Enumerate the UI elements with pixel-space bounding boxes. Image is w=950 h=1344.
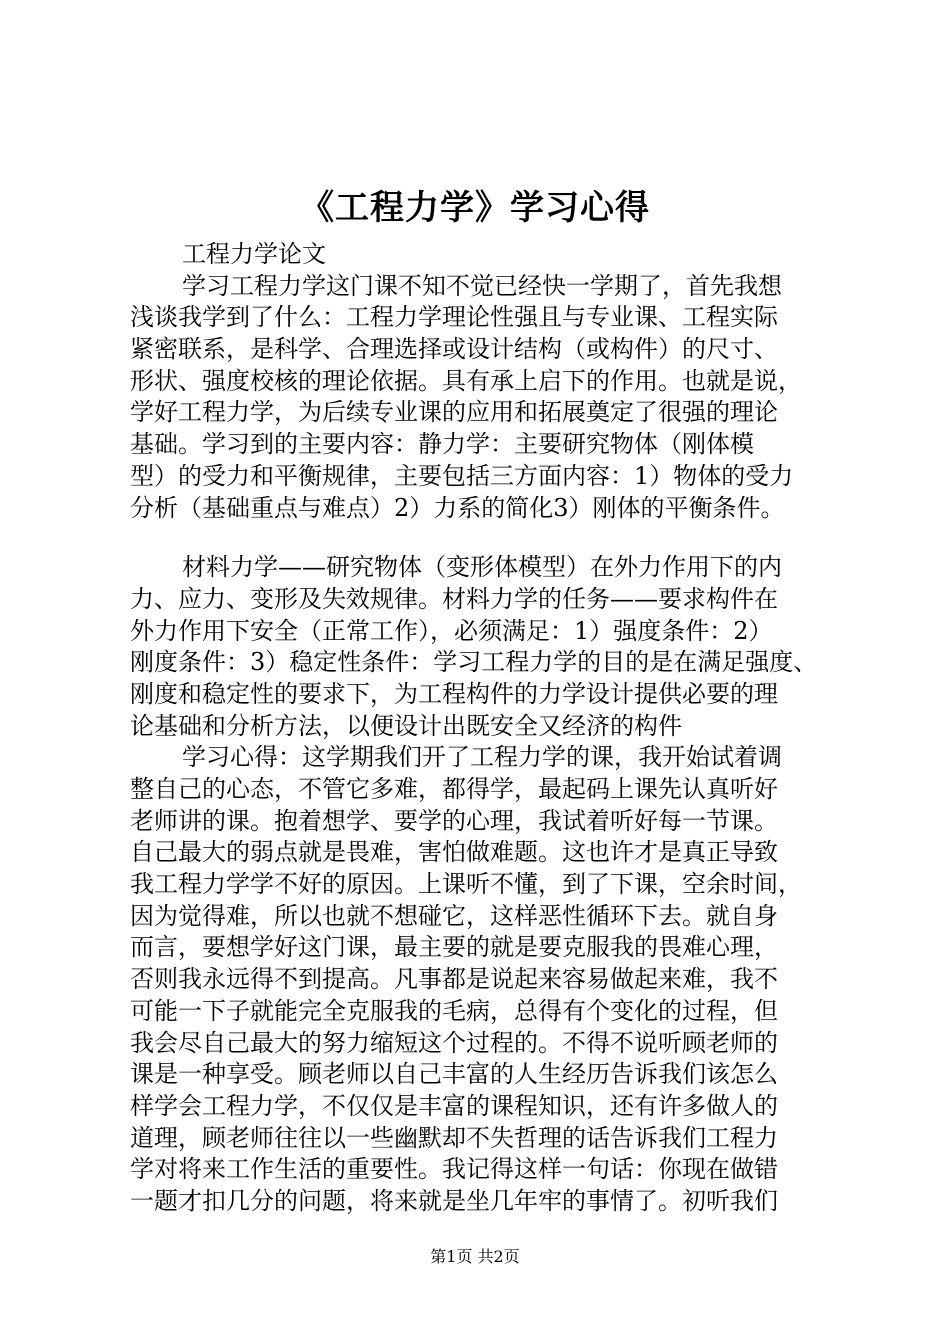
paragraph-3-line: 课是一种享受。顾老师以自己丰富的人生经历告诉我们该怎么 <box>130 1060 778 1089</box>
paragraph-2-line: 外力作用下安全（正常工作），必须满足：1）强度条件：2） <box>130 616 773 645</box>
paragraph-3-line: 自己最大的弱点就是畏难，害怕做难题。这也许才是真正导致 <box>130 838 778 867</box>
paragraph-3-line: 样学会工程力学，不仅仅是丰富的课程知识，还有许多做人的 <box>130 1091 778 1120</box>
paragraph-1-line: 型）的受力和平衡规律，主要包括三方面内容：1）物体的受力 <box>130 461 794 490</box>
paragraph-1-line: 学习工程力学这门课不知不觉已经快一学期了，首先我想 <box>182 271 782 300</box>
paragraph-1-line: 浅谈我学到了什么：工程力学理论性强且与专业课、工程实际 <box>130 303 778 332</box>
paragraph-3-line: 我工程力学学不好的原因。上课听不懂，到了下课，空余时间， <box>130 870 802 899</box>
paragraph-3-line: 道理，顾老师往往以一些幽默却不失哲理的话告诉我们工程力 <box>130 1123 778 1152</box>
page-footer: 第1页 共2页 <box>430 1247 520 1266</box>
document-subtitle: 工程力学论文 <box>182 240 326 268</box>
paragraph-1-line: 形状、强度校核的理论依据。具有承上启下的作用。也就是说， <box>130 366 802 395</box>
paragraph-1-line: 基础。学习到的主要内容：静力学：主要研究物体（刚体模 <box>130 430 754 459</box>
paragraph-2-line: 力、应力、变形及失效规律。材料力学的任务——要求构件在 <box>130 584 778 613</box>
paragraph-1-line: 紧密联系，是科学、合理选择或设计结构（或构件）的尺寸、 <box>130 335 778 364</box>
paragraph-3-line: 一题才扣几分的问题，将来就是坐几年牢的事情了。初听我们 <box>130 1186 778 1215</box>
document-title: 《工程力学》学习心得 <box>300 188 650 228</box>
paragraph-1-line: 分析（基础重点与难点）2）力系的简化3）刚体的平衡条件。 <box>130 493 785 522</box>
paragraph-2-line: 材料力学——研究物体（变形体模型）在外力作用下的内 <box>182 553 782 582</box>
paragraph-3-line: 整自己的心态，不管它多难，都得学，最起码上课先认真听好 <box>130 775 778 803</box>
paragraph-3-line: 因为觉得难，所以也就不想碰它，这样恶性循环下去。就自身 <box>130 901 778 930</box>
paragraph-2-line: 论基础和分析方法，以便设计出既安全又经济的构件 <box>130 711 682 740</box>
paragraph-3-line: 老师讲的课。抱着想学、要学的心理，我试着听好每一节课。 <box>130 806 778 835</box>
paragraph-spacer <box>130 524 830 552</box>
paragraph-3-line: 否则我永远得不到提高。凡事都是说起来容易做起来难，我不 <box>130 965 778 994</box>
paragraph-1-line: 学好工程力学，为后续专业课的应用和拓展奠定了很强的理论 <box>130 398 778 427</box>
paragraph-3-line: 而言，要想学好这门课，最主要的就是要克服我的畏难心理， <box>130 933 778 962</box>
paragraph-3-line: 可能一下子就能完全克服我的毛病，总得有个变化的过程，但 <box>130 996 778 1025</box>
paragraph-3-line: 我会尽自己最大的努力缩短这个过程的。不得不说听顾老师的 <box>130 1028 778 1057</box>
paragraph-2-line: 刚度条件：3）稳定性条件：学习工程力学的目的是在满足强度、 <box>130 648 818 677</box>
paragraph-3-line: 学对将来工作生活的重要性。我记得这样一句话：你现在做错 <box>130 1155 778 1184</box>
document-body <box>130 239 830 1218</box>
paragraph-2-line: 刚度和稳定性的要求下，为工程构件的力学设计提供必要的理 <box>130 679 778 708</box>
paragraph-3-line: 学习心得：这学期我们开了工程力学的课，我开始试着调 <box>182 743 782 772</box>
